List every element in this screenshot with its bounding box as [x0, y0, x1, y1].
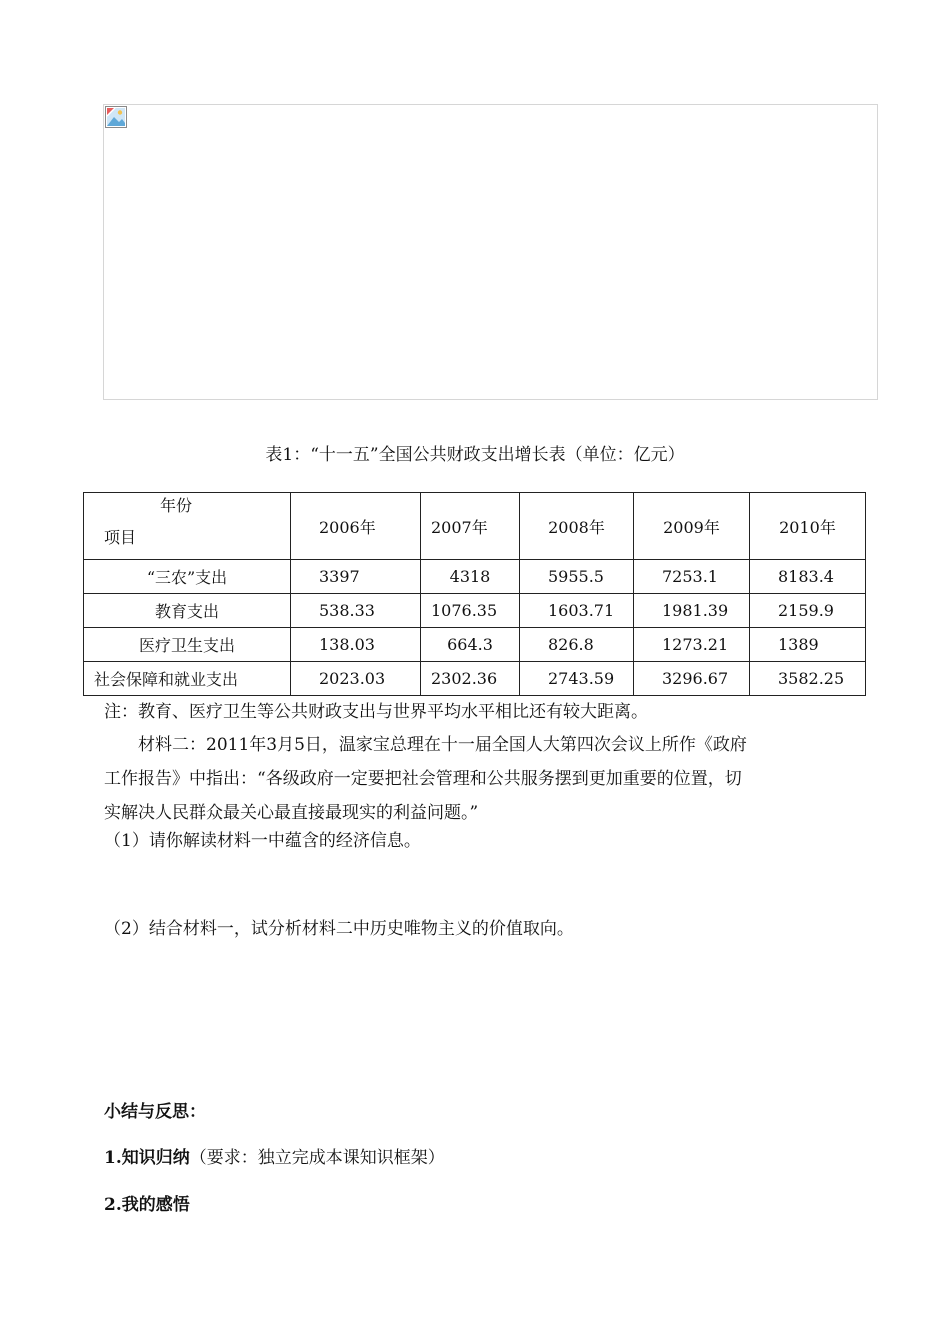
summary-title: 小结与反思： — [104, 1102, 206, 1122]
table-cell: 7253.1 — [634, 560, 750, 594]
table-cell: 538.33 — [291, 594, 421, 628]
row-label: 教育支出 — [84, 594, 291, 628]
table-cell: 3397 — [291, 560, 421, 594]
summary-item-1-requirement: （要求：独立完成本课知识框架） — [189, 1148, 445, 1168]
summary-item-1 — [104, 1143, 445, 1168]
table-cell: 4318 — [421, 560, 520, 594]
table-note: 注：教育、医疗卫生等公共财政支出与世界平均水平相比还有较大距离。 — [104, 702, 648, 722]
table-cell: 1603.71 — [520, 594, 634, 628]
table-cell: 8183.4 — [750, 560, 866, 594]
year-header: 2006年 — [291, 493, 421, 560]
broken-image-icon — [105, 106, 127, 128]
summary-item-1-label: 1.知识归纳 — [104, 1148, 190, 1168]
summary-item-2: 2.我的感悟 — [104, 1195, 190, 1215]
table-row — [84, 560, 866, 594]
material2-line: 材料二：2011年3月5日，温家宝总理在十一届全国人大第四次会议上所作《政府 — [138, 735, 747, 755]
table-header-row — [84, 493, 866, 560]
table-row — [84, 662, 866, 696]
year-header: 2008年 — [520, 493, 634, 560]
table-cell: 3296.67 — [634, 662, 750, 696]
header-year-label: 年份 — [160, 496, 193, 515]
row-label: “三农”支出 — [84, 560, 291, 594]
expenditure-table — [83, 492, 866, 696]
material2-line: 工作报告》中指出：“各级政府一定要把社会管理和公共服务摆到更加重要的位置，切 — [104, 769, 742, 789]
year-header: 2007年 — [421, 493, 520, 560]
question-2: （2）结合材料一，试分析材料二中历史唯物主义的价值取向。 — [104, 919, 574, 939]
table-cell: 1273.21 — [634, 628, 750, 662]
year-header: 2009年 — [634, 493, 750, 560]
table-cell: 2743.59 — [520, 662, 634, 696]
table-cell: 1076.35 — [421, 594, 520, 628]
table-cell: 2159.9 — [750, 594, 866, 628]
table-corner-cell — [84, 493, 291, 560]
table-cell: 138.03 — [291, 628, 421, 662]
table-row — [84, 594, 866, 628]
row-label: 社会保障和就业支出 — [84, 662, 291, 696]
table-cell: 2302.36 — [421, 662, 520, 696]
row-label: 医疗卫生支出 — [84, 628, 291, 662]
table-cell: 2023.03 — [291, 662, 421, 696]
table-row — [84, 628, 866, 662]
table-cell: 664.3 — [421, 628, 520, 662]
material2-line: 实解决人民群众最关心最直接最现实的利益问题。” — [104, 803, 479, 823]
header-item-label: 项目 — [104, 528, 137, 547]
image-placeholder — [103, 104, 878, 400]
question-1: （1）请你解读材料一中蕴含的经济信息。 — [104, 831, 421, 851]
table-cell: 826.8 — [520, 628, 634, 662]
year-header: 2010年 — [750, 493, 866, 560]
table-cell: 5955.5 — [520, 560, 634, 594]
table-cell: 3582.25 — [750, 662, 866, 696]
table-caption: 表1：“十一五”全国公共财政支出增长表（单位：亿元） — [265, 445, 685, 465]
table-cell: 1389 — [750, 628, 866, 662]
table-cell: 1981.39 — [634, 594, 750, 628]
